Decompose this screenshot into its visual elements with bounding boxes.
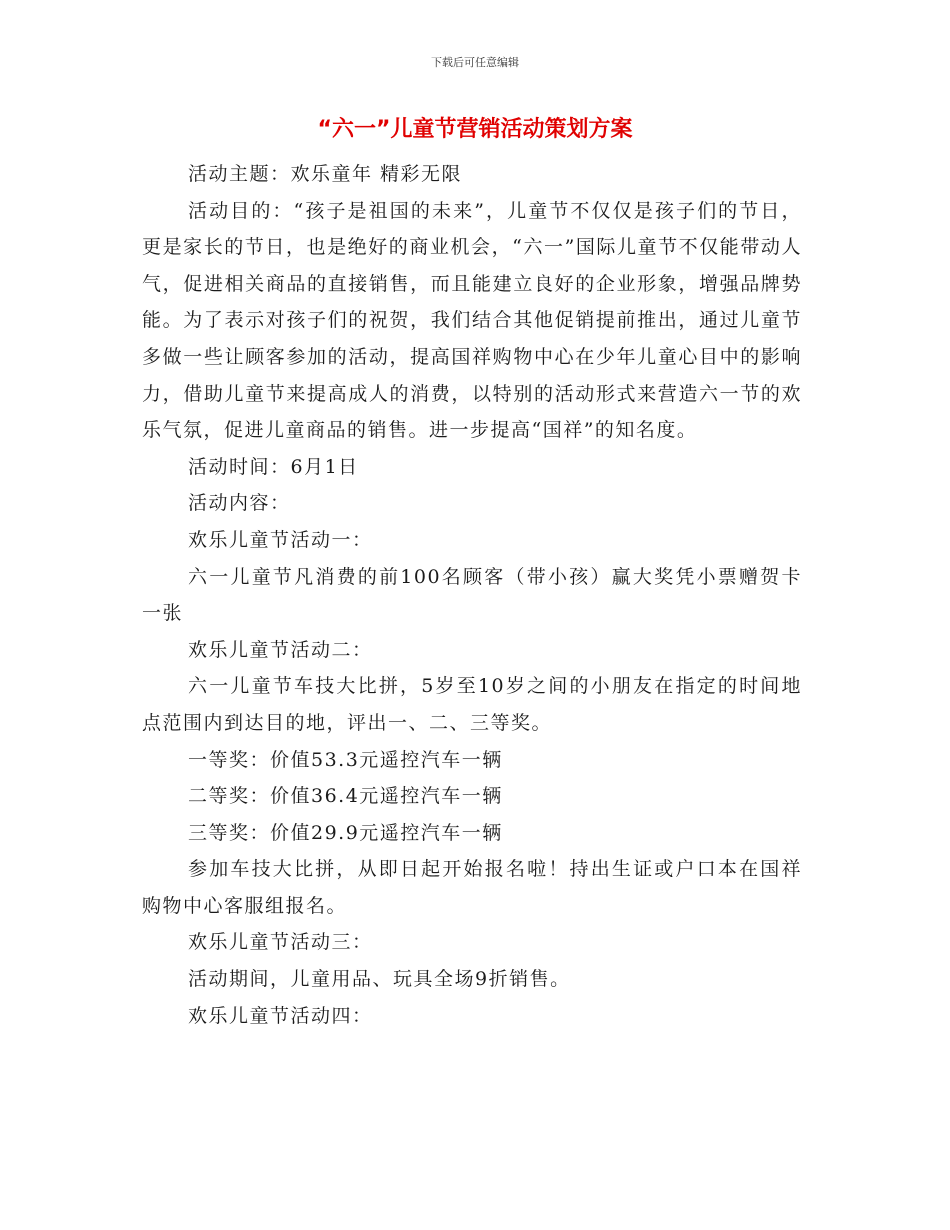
paragraph-first-prize: 一等奖：价值53.3元遥控汽车一辆 xyxy=(188,748,503,771)
document-title: “六一”儿童节营销活动策划方案 xyxy=(317,117,633,142)
document-body xyxy=(142,156,802,1034)
paragraph-activity-1-body: 六一儿童节凡消费的前100名顾客（带小孩）赢大奖凭小票赠贺卡一张 xyxy=(142,565,802,625)
paragraph-time: 活动时间：6月1日 xyxy=(188,455,359,478)
paragraph-second-prize: 二等奖：价值36.4元遥控汽车一辆 xyxy=(188,785,503,808)
paragraph-activity-2-body: 六一儿童节车技大比拼，5岁至10岁之间的小朋友在指定的时间地点范围内到达目的地，评出一、二、三等奖。 xyxy=(142,675,802,734)
paragraph-activity-3-body: 活动期间，儿童用品、玩具全场9折销售。 xyxy=(188,968,571,991)
paragraph-theme: 活动主题：欢乐童年 精彩无限 xyxy=(188,163,463,185)
paragraph-activity-4-heading: 欢乐儿童节活动四： xyxy=(188,1004,373,1027)
paragraph-activity-1-heading: 欢乐儿童节活动一： xyxy=(188,528,373,551)
paragraph-activity-3-heading: 欢乐儿童节活动三： xyxy=(188,931,373,954)
paragraph-purpose: 活动目的：“孩子是祖国的未来”，儿童节不仅仅是孩子们的节日，更是家长的节日，也是绝好的商业机会，“六一”国际儿童节不仅能带动人气，促进相关商品的直接销售，而且能建立良好的企业形象，增强品牌势能。为了表示对孩子们的祝贺，我们结合其他促销提前推出，通过儿童节多做一些让顾客参加的活动，提高国祥购物中心在少年儿童心目中的影响力，借助儿童节来提高成人的消费，以特别的活动形式来营造六一节的欢乐气氛，促进儿童商品的销售。进一步提高“国祥”的知名度。 xyxy=(142,199,802,442)
paragraph-activity-2-heading: 欢乐儿童节活动二： xyxy=(188,638,373,661)
paragraph-third-prize: 三等奖：价值29.9元遥控汽车一辆 xyxy=(188,821,503,844)
header-note: 下载后可任意编辑 xyxy=(431,56,519,69)
paragraph-content-heading: 活动内容： xyxy=(188,492,291,515)
paragraph-registration: 参加车技大比拼，从即日起开始报名啦！持出生证或户口本在国祥购物中心客服组报名。 xyxy=(142,858,802,917)
